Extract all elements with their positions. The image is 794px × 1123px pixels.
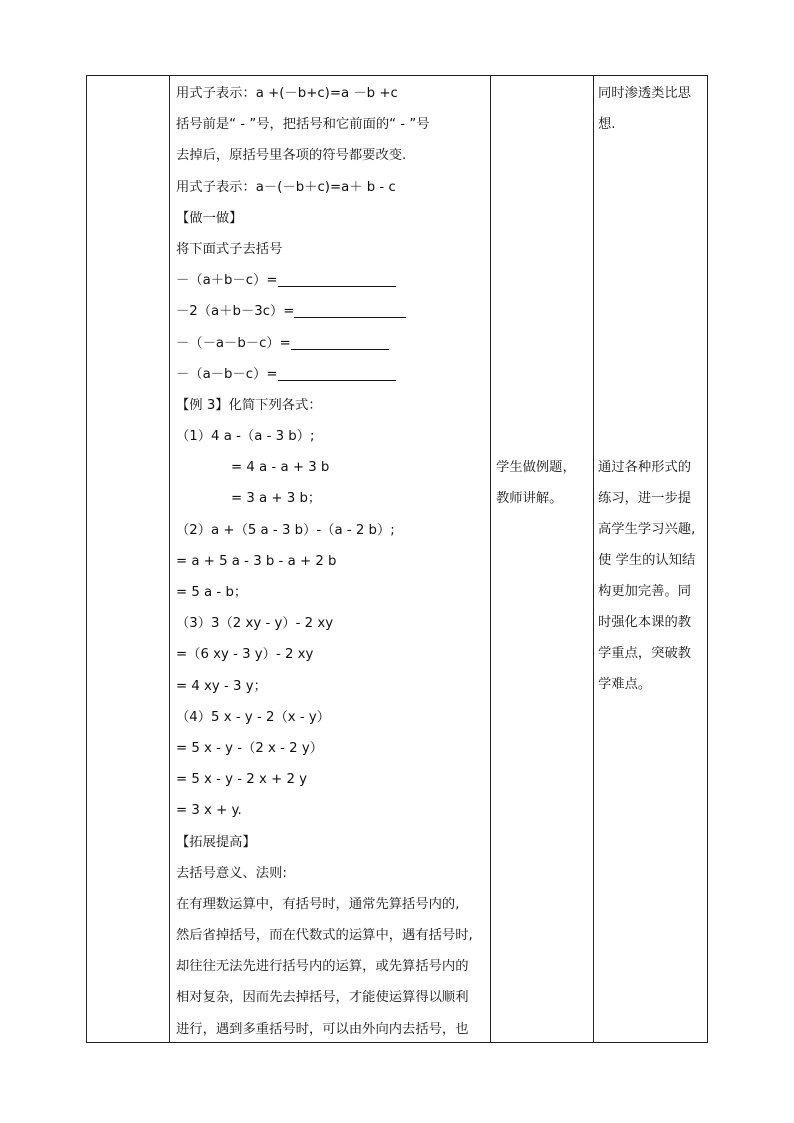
math-line: （3）3（2 xy - y）- 2 xy — [176, 616, 334, 632]
section-heading: 【例 3】化简下列各式： — [176, 397, 322, 413]
column-divider — [490, 76, 491, 1042]
lesson-table — [86, 75, 708, 1043]
answer-blank — [278, 272, 396, 287]
math-line: （4）5 x - y - 2（x - y） — [176, 709, 331, 725]
intent-line: 使 学生的认知结 — [598, 553, 696, 568]
design-intent-top-cell — [598, 78, 706, 140]
content-line: 在有理数运算中，有括号时，通常先算括号内的, — [176, 896, 460, 912]
column-divider — [593, 76, 594, 1042]
math-line: （1）4 a -（a - 3 b）; — [176, 429, 315, 445]
content-line: 用式子表示：a +(－b+c)=a －b +c — [176, 86, 398, 101]
exercise-line: －（a＋b－c）= — [176, 265, 488, 296]
content-line: 将下面式子去括号 — [176, 241, 283, 257]
intent-line: 学重点，突破教 — [598, 646, 692, 661]
student-activity-cell — [496, 452, 588, 514]
content-line: 却往往无法先进行括号内的运算，或先算括号内的 — [176, 959, 469, 975]
intent-line: 通过各种形式的 — [598, 460, 692, 475]
intent-line: 学难点。 — [598, 677, 652, 692]
exercise-line: －2（a＋b－3c）= — [176, 296, 488, 327]
content-line: 用式子表示：a－(－b＋c)=a＋ b - c — [176, 179, 396, 195]
math-line: =（6 xy - 3 y）- 2 xy — [176, 647, 314, 663]
teaching-content-cell — [176, 78, 488, 1045]
intent-line: 练习，进一步提 — [598, 491, 692, 506]
math-line: = 3 x + y. — [176, 803, 242, 819]
answer-blank — [294, 303, 406, 318]
activity-line: 教师讲解。 — [496, 491, 563, 506]
design-intent-cell — [598, 452, 706, 700]
math-line: = 4 a - a + 3 b — [231, 460, 330, 476]
answer-blank — [278, 366, 396, 381]
exercise-line: －（－a－b－c）= — [176, 328, 488, 359]
content-line: 然后省掉括号，而在代数式的运算中，遇有括号时, — [176, 928, 473, 944]
intent-line: 同时渗透类比思 — [598, 86, 692, 101]
answer-blank — [291, 335, 389, 350]
math-line: = 5 x - y - 2 x + 2 y — [176, 772, 308, 788]
intent-line: 高学生学习兴趣, — [598, 522, 696, 537]
math-line: = 3 a + 3 b； — [231, 491, 322, 507]
content-line: 括号前是“ - ”号，把括号和它前面的“ - ”号 — [176, 117, 430, 133]
math-line: = 4 xy - 3 y； — [176, 678, 267, 694]
intent-line: 构更加完善。同 — [598, 584, 692, 599]
math-line: = a + 5 a - 3 b - a + 2 b — [176, 553, 337, 569]
intent-line: 时强化本课的教 — [598, 615, 692, 630]
exercise-line: －（a－b－c）= — [176, 359, 488, 390]
activity-line: 学生做例题， — [496, 460, 576, 475]
section-heading: 【拓展提高】 — [176, 834, 256, 850]
section-heading: 【做一做】 — [176, 210, 243, 226]
math-line: = 5 x - y -（2 x - 2 y） — [176, 740, 324, 756]
content-line: 去括号意义、法则: — [176, 865, 287, 881]
content-line: 相对复杂，因而先去掉括号，才能使运算得以顺利 — [176, 990, 469, 1006]
math-line: （2）a +（5 a - 3 b）-（a - 2 b）; — [176, 522, 395, 538]
intent-line: 想. — [598, 117, 616, 132]
column-divider — [169, 76, 170, 1042]
math-line: = 5 a - b； — [176, 585, 248, 600]
content-line: 进行，遇到多重括号时，可以由外向内去括号，也 — [176, 1021, 469, 1037]
content-line: 去掉后，原括号里各项的符号都要改变. — [176, 148, 407, 164]
